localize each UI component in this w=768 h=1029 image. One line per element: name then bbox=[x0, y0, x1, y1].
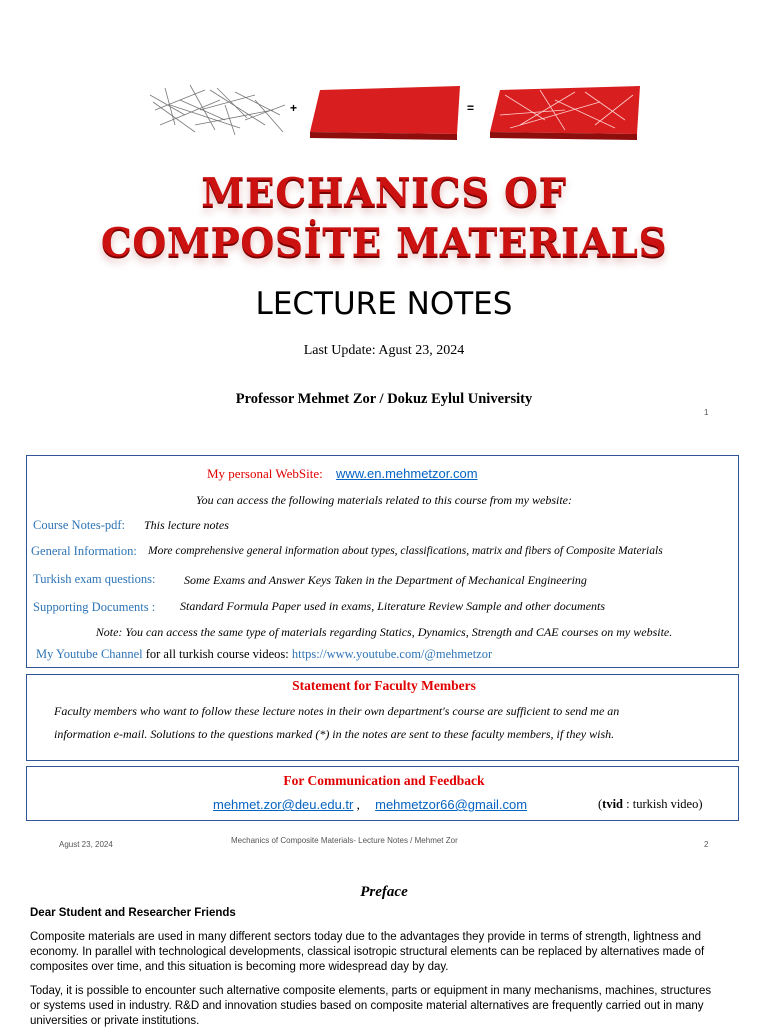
faculty-text-line-1: Faculty members who want to follow these lecture notes in their own department's course are sufficient to send me an bbox=[54, 704, 620, 718]
same-materials-note: Note: You can access the same type of materials regarding Statics, Dynamics, Strength and CAE courses on my website. bbox=[95, 625, 673, 639]
title-line-2: COMPOSİTE MATERIALS bbox=[100, 220, 668, 266]
youtube-label: My Youtube Channel bbox=[36, 647, 143, 661]
email-link-deu[interactable]: mehmet.zor@deu.edu.tr bbox=[213, 797, 354, 812]
preface-paragraph-2 bbox=[30, 984, 738, 1029]
youtube-row bbox=[36, 647, 492, 662]
communication-title: For Communication and Feedback bbox=[283, 773, 485, 788]
row-desc-course-notes: This lecture notes bbox=[144, 518, 229, 532]
plus-sign: + bbox=[290, 101, 298, 115]
row-label-supporting-docs: Supporting Documents : bbox=[33, 600, 156, 614]
website-link[interactable]: www.en.mehmetzor.com bbox=[335, 466, 478, 481]
preface-p2-line-3: universities or private institutions. bbox=[30, 1015, 200, 1027]
row-label-course-notes: Course Notes-pdf: bbox=[33, 518, 125, 532]
preface-p1-line-1: Composite materials are used in many different sectors today due to the advantages they provide in terms of strength, lightness and bbox=[30, 931, 701, 943]
fibers-icon bbox=[150, 85, 285, 135]
title-line-1: MECHANICS OF bbox=[201, 170, 567, 216]
preface-greeting: Dear Student and Researcher Friends bbox=[30, 907, 236, 919]
row-label-exam-questions: Turkish exam questions: bbox=[33, 572, 156, 586]
tvid-note bbox=[598, 797, 703, 812]
website-label: My personal WebSite: bbox=[207, 466, 323, 481]
last-update: Last Update: Agust 23, 2024 bbox=[303, 343, 465, 358]
youtube-mid-text: for all turkish course videos: bbox=[142, 647, 292, 661]
preface-heading: Preface bbox=[360, 884, 408, 900]
email-link-gmail[interactable]: mehmetzor66@gmail.com bbox=[375, 797, 528, 812]
faculty-title: Statement for Faculty Members bbox=[292, 678, 476, 693]
tvid-meaning: : turkish video) bbox=[623, 797, 703, 811]
composite-plate-icon bbox=[490, 86, 640, 140]
composite-illustration bbox=[145, 80, 645, 150]
youtube-link[interactable]: https://www.youtube.com/@mehmetzor bbox=[291, 647, 493, 661]
author: Professor Mehmet Zor / Dokuz Eylul University bbox=[235, 391, 533, 407]
matrix-plate-icon bbox=[310, 86, 460, 140]
tvid-abbrev: tvid bbox=[602, 797, 624, 811]
page-number-1: 1 bbox=[704, 408, 709, 417]
preface-paragraph-1 bbox=[30, 930, 738, 975]
access-note: You can access the following materials related to this course from my website: bbox=[196, 493, 572, 507]
email-separator: , bbox=[353, 797, 360, 812]
preface-p2-line-1: Today, it is possible to encounter such alternative composite elements, parts or equipment in many mechanisms, machines, structures bbox=[30, 985, 712, 997]
row-label-general-info: General Information: bbox=[31, 544, 137, 558]
faculty-text-line-2: information e-mail. Solutions to the questions marked (*) in the notes are sent to these faculty members, if they wish. bbox=[54, 727, 615, 741]
page-number-2: 2 bbox=[704, 840, 709, 849]
equals-sign: = bbox=[467, 101, 475, 115]
email-row bbox=[213, 797, 527, 813]
preface-p1-line-2: economy. In parallel with technological developments, classical isotropic structural elements can be replaced by alternatives made of bbox=[30, 946, 705, 958]
row-desc-general-info: More comprehensive general information about types, classifications, matrix and fibers of Composite Materials bbox=[148, 545, 663, 557]
preface-p2-line-2: or systems used in industry. R&D and innovation studies based on composite material alternatives are frequently carried out in many bbox=[30, 1000, 704, 1012]
footer-date: Agust 23, 2024 bbox=[59, 840, 113, 849]
lecture-notes-subtitle: LECTURE NOTES bbox=[255, 286, 513, 322]
tvid-open-paren: ( bbox=[598, 797, 603, 811]
preface-p1-line-3: composites over time, and this situation is becoming more widespread day by day. bbox=[30, 961, 449, 973]
row-desc-supporting-docs: Standard Formula Paper used in exams, Literature Review Sample and other documents bbox=[180, 599, 606, 613]
footer-title: Mechanics of Composite Materials- Lecture Notes / Mehmet Zor bbox=[231, 836, 458, 845]
row-desc-exam-questions: Some Exams and Answer Keys Taken in the Department of Mechanical Engineering bbox=[184, 573, 587, 587]
website-row bbox=[207, 466, 478, 482]
